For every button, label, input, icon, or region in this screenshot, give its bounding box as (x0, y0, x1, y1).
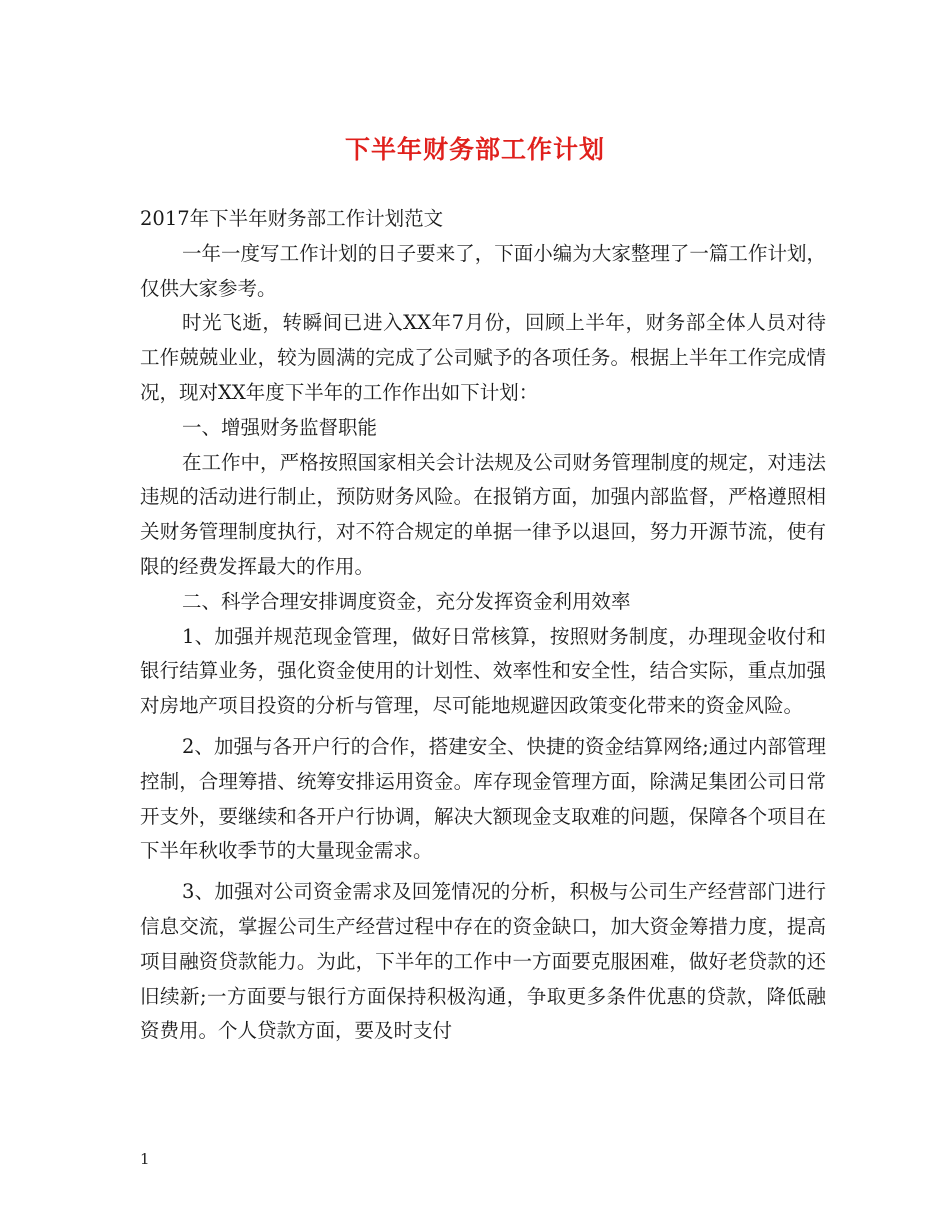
paragraph-item-3: 3、加强对公司资金需求及回笼情况的分析，积极与公司生产经营部门进行信息交流，掌握公司生产经营过程中存在的资金缺口，加大资金筹措力度，提高项目融资贷款能力。为此，下半年的工作中一方面要克服困难，做好老贷款的还旧续新;一方面要与银行方面保持积极沟通，争取更多条件优惠的贷款，降低融资费用。个人贷款方面，要及时支付 (140, 880, 826, 1043)
page-number: 1 (140, 1150, 150, 1168)
paragraph-intro: 一年一度写工作计划的日子要来了，下面小编为大家整理了一篇工作计划，仅供大家参考。 (140, 241, 826, 300)
paragraph-supervision: 在工作中，严格按照国家相关会计法规及公司财务管理制度的规定，对违法违规的活动进行制止，预防财务风险。在报销方面，加强内部监督，严格遵照相关财务管理制度执行，对不符合规定的单据一律予以退回，努力开源节流，使有限的经费发挥最大的作用。 (140, 450, 826, 578)
document-title: 下半年财务部工作计划 (344, 135, 605, 164)
section-heading-1: 一、增强财务监督职能 (182, 415, 378, 439)
paragraph-item-1: 1、加强并规范现金管理，做好日常核算，按照财务制度，办理现金收付和银行结算业务，强化资金使用的计划性、效率性和安全性，结合实际，重点加强对房地产项目投资的分析与管理，尽可能地规避因政策变化带来的资金风险。 (140, 624, 826, 718)
paragraph-review: 时光飞逝，转瞬间已进入XX年7月份，回顾上半年，财务部全体人员对待工作兢兢业业，较为圆满的完成了公司赋予的各项任务。根据上半年工作完成情况，现对XX年度下半年的工作作出如下计划： (140, 311, 826, 404)
document-subtitle: 2017年下半年财务部工作计划范文 (140, 207, 444, 230)
section-heading-2: 二、科学合理安排调度资金，充分发挥资金利用效率 (182, 589, 631, 613)
document-body (140, 202, 826, 1049)
paragraph-item-2: 2、加强与各开户行的合作，搭建安全、快捷的资金结算网络;通过内部管理控制，合理筹措、统筹安排运用资金。库存现金管理方面，除满足集团公司日常开支外，要继续和各开户行协调，解决大额现金支取难的问题，保障各个项目在下半年秋收季节的大量现金需求。 (140, 734, 826, 863)
